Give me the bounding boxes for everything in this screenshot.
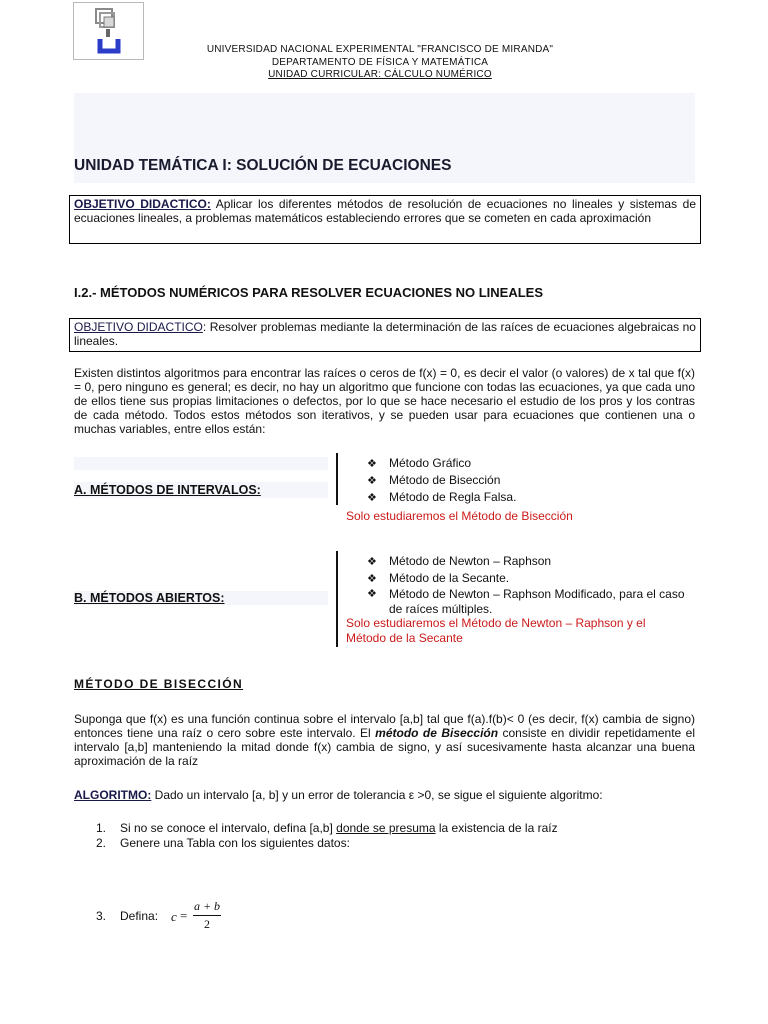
group-a-note: Solo estudiaremos el Método de Bisección [346,509,573,523]
bisection-method-emphasis: método de Bisección [375,726,499,740]
objective-text-1: Aplicar los diferentes métodos de resolución de ecuaciones no lineales y sistemas de ecuaciones lineales, a problemas matemáticos estableciendo errores que se cometen en cada aproximación [74,197,696,225]
objective-box-1 [69,195,701,244]
bisection-paragraph: Suponga que f(x) es una función continua sobre el intervalo [a,b] tal que f(a).f(b)< 0 (es decir, f(x) cambia de signo) entonces tiene una raíz o cero sobre este intervalo. El método de Bisección consiste en dividir repetidamente el intervalo [a,b] manteniendo la mitad donde f(x) cambia de signo, y así sucesivamente hasta alcanzar una buena aproximación de la raíz [74,712,695,768]
objective-label-2: OBJETIVO DIDACTICO [74,320,203,334]
step-2: 2. Genere una Tabla con los siguientes datos: [96,836,350,850]
fraction-bar [193,915,221,916]
university-name: UNIVERSIDAD NACIONAL EXPERIMENTAL "FRANCISCO DE MIRANDA" [206,44,554,55]
group-b-title: B. MÉTODOS ABIERTOS: [74,591,225,605]
midpoint-formula: c = a + b 2 [171,899,221,931]
objective-box-2 [69,318,701,352]
diamond-bullet-icon: ❖ [367,475,377,487]
group-a-shade-top [74,457,328,470]
objective-text-2: : Resolver problemas mediante la determinación de las raíces de ecuaciones algebraicas no lineales. [74,320,696,348]
objective-label-1: OBJETIVO DIDACTICO: [74,197,211,211]
list-item: ❖ Método de Regla Falsa. [367,490,517,504]
group-b-note: Solo estudiaremos el Método de Newton – Raphson y el Método de la Secante [346,616,646,645]
list-item: ❖ Método de Bisección [367,473,501,487]
group-a-list [367,455,687,506]
step-3: 3. Defina: [96,909,159,923]
step-1: 1. Si no se conoce el intervalo, defina [a,b] donde se presuma la existencia de la raíz [96,821,558,835]
department-name: DEPARTAMENTO DE FÍSICA Y MATEMÁTICA [271,57,489,68]
unit-title: UNIDAD TEMÁTICA I: SOLUCIÓN DE ECUACIONES [74,157,452,174]
group-a-title: A. MÉTODOS DE INTERVALOS: [74,483,261,497]
diamond-bullet-icon: ❖ [367,556,377,568]
group-a-divider [336,453,338,505]
list-item: ❖ Método de la Secante. [367,571,510,585]
algorithm-label: ALGORITMO: [74,788,152,802]
group-b-divider [336,551,338,647]
list-item: ❖ Método Gráfico [367,456,472,470]
diamond-bullet-icon: ❖ [367,588,377,600]
diamond-bullet-icon: ❖ [367,573,377,585]
list-item: ❖ Método de Newton – Raphson [367,554,552,568]
curricular-unit: UNIDAD CURRICULAR: CÁLCULO NUMÉRICO [268,69,492,80]
algorithm-text: Dado un intervalo [a, b] y un error de tolerancia ε >0, se sigue el siguiente algoritmo: [151,788,603,802]
group-b-list [367,553,687,617]
bisection-heading: MÉTODO DE BISECCIÓN [74,677,244,691]
intro-paragraph: Existen distintos algoritmos para encontrar las raíces o ceros de f(x) = 0, es decir el valor (o valores) de x tal que f(x) = 0, pero ninguno es general; es decir, no hay un algoritmo que funcione con todas las ecuaciones, ya que cada uno de ellos tiene sus propias limitaciones o defectos, por lo que se hace necesario el estudio de los pros y los contras de cada método. Todos estos métodos son iterativos, y se pueden usar para ecuaciones que contienen una o muchas variables, entre ellos están: [74,366,695,436]
diamond-bullet-icon: ❖ [367,492,377,504]
algorithm-line [74,788,695,802]
section-title: I.2.- MÉTODOS NUMÉRICOS PARA RESOLVER ECUACIONES NO LINEALES [74,285,544,300]
list-item: ❖ Método de Newton – Raphson Modificado, para el caso de raíces múltiples. [367,587,685,616]
diamond-bullet-icon: ❖ [367,458,377,470]
